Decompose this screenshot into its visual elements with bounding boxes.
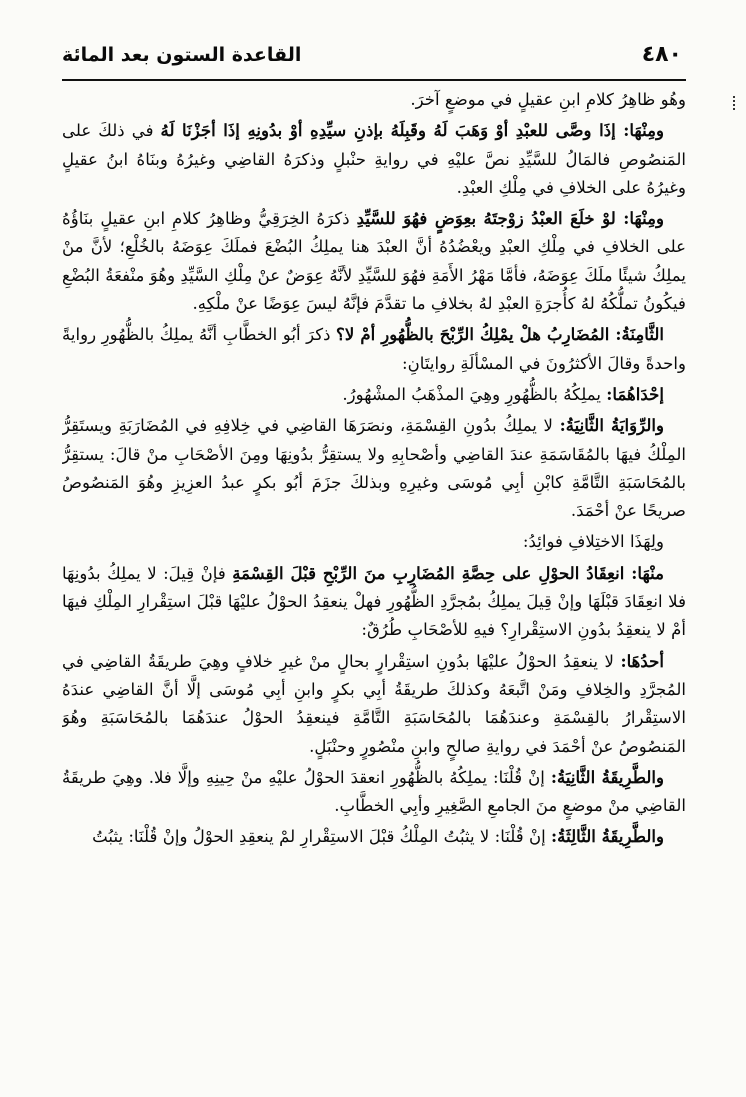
paragraph-lead: ومِنْهَا: لوْ خلَعَ العبْدُ زوْجتَهُ بعِوَضٍ فهُوَ للسَّيِّدِ <box>356 208 664 229</box>
running-title: القاعدة الستون بعد المائة <box>62 44 302 66</box>
paragraph: والطَّرِيقَةُ الثَّالِثَةُ: إنْ قُلْنَا: لا يثبُتُ المِلْكُ قبْلَ الاستِقْرارِ لمْ ينعقِدِ الحوْلُ وإنْ قُلْنَا: يثبُتُ <box>92 826 664 847</box>
paragraph: والرِّوَايَةُ الثَّانِيَةُ: لا يملِكُ بدُونِ القِسْمَةِ، ونصَرَهَا القاضِي في خِلافِهِ في المُضَارَبَةِ ويستَقِرُّ المِلْكُ فيهَا بالمُقَاسَمَةِ عندَ القاضِي وأصْحابِهِ ولا يستقِرُّ بدُونِهَا ومِنَ الأصْحَابِ منْ قالَ: يستقِرُّ بالمُحَاسَبَةِ التَّامَّةِ كابْنِ أبِي مُوسَى وغيرِهِ وبذلكَ جزَمَ أبُو بكرٍ عبدُ العزِيزِ وهُوَ المَنصُوصُ صريحًا عنْ أحْمَدَ. <box>62 415 686 521</box>
page-header <box>62 38 686 78</box>
paragraph-lead: أحدُهَا: <box>620 650 664 671</box>
paragraph-lead: إحْدَاهُمَا: <box>606 383 664 404</box>
page-number: ٤٨٠ <box>641 42 682 67</box>
paragraph-lead: والطَّرِيقَةُ الثَّالِثَةُ: <box>551 826 664 847</box>
paragraph: ومِنْهَا: لوْ خلَعَ العبْدُ زوْجتَهُ بعِوَضٍ فهُوَ للسَّيِّدِ ذكرَهُ الخِرَقِيُّ وظاهِرُ كلامِ ابنِ عقيلٍ بنَاؤُهُ على الخلافِ في مِلْكِ العبْدِ ويعْضُدُهُ أنَّ العبْدَ هنا يملِكُ البُضْعَ فملَكَ عِوَضَهُ بالخُلْعِ؛ لأنَّ منْ يملِكُ شيئًا ملَكَ عِوَضَهُ، فأمَّا مَهْرُ الأَمَةِ فهُوَ للسَّيِّدِ لأنَّهُ عِوَضٌ عنْ مِلْكِ السَّيِّدِ وهُوَ منْفعَةُ البُضْعِ فيكُونُ تملُّكُهُ لهُ كأُجرَةِ العبْدِ لهُ بخلافِ ما تقدَّمَ فإنَّهُ ليسَ عِوَضًا عنْ ملْكِهِ. <box>62 208 686 314</box>
paragraph: ولِهَذَا الاختِلافِ فوائِدُ: <box>522 532 664 552</box>
margin-mark <box>733 96 738 110</box>
paragraph: والطَّرِيقَةُ الثَّانِيَةُ: إنْ قُلْنَا: يملِكُهُ بالظُّهُورِ انعقدَ الحوْلُ عليْهِ منْ حِينِهِ وإلَّا فلا. وهِيَ طريقَةُ القاضِي منْ موضعٍ منَ الجامعِ الصَّغِيرِ وأبِي الخطَّابِ. <box>62 766 686 816</box>
paragraph: وهُو ظاهِرُ كلامِ ابنِ عقيلٍ في موضعٍ آخرَ. <box>410 90 686 109</box>
paragraph-lead: ومِنْهَا: إذَا وصَّى للعبْدِ أوْ وَهَبَ لَهُ وقَبِلَهُ بإذنِ سيِّدِهِ أوْ بدُونِهِ إذَا أجَزْنَا لَهُ <box>160 120 664 141</box>
paragraph: ومِنْهَا: إذَا وصَّى للعبْدِ أوْ وَهَبَ لَهُ وقَبِلَهُ بإذنِ سيِّدِهِ أوْ بدُونِهِ إذَا أجَزْنَا لَهُ في ذلكَ على المَنصُوصِ فالمَالُ للسَّيِّدِ نصَّ عليْهِ في روايةِ حنْبلٍ وذكرَهُ القاضِي وغيرُهُ وبنَاهُ ابنُ عقيلٍ وغيرُهُ على الخلافِ في مِلْكِ العبْدِ. <box>62 120 686 197</box>
header-divider <box>62 79 686 81</box>
paragraph-lead: والرِّوَايَةُ الثَّانِيَةُ: <box>559 415 664 436</box>
body-text <box>62 86 686 1076</box>
paragraph: أحدُهَا: لا ينعقِدُ الحوْلُ عليْهَا بدُونِ استِقْرارٍ بحالٍ منْ غيرِ خلافٍ وهِيَ طريقَةُ القاضِي في المُجرَّدِ والخِلافِ ومَنْ اتَّبعَهُ وكذلكَ طريقَةُ أبِي بكرٍ وابنِ أبِي مُوسَى إلَّا أنَّ القاضِي عندَهُ الاستِقْرارُ بالقِسْمَةِ وعندَهُمَا بالمُحَاسَبَةِ التَّامَّةِ فينعقِدُ الحوْلُ عندَهُمَا بالمُحَاسَبَةِ وهُوَ المَنصُوصُ عنْ أحْمَدَ في روايةِ صالحٍ وابنِ منْصُورٍ وحنْبَلٍ. <box>62 650 686 756</box>
paragraph-lead: الثَّامِنَةُ: المُضَارِبُ هلْ يمْلِكُ الرِّبْحَ بالظُّهُورِ أمْ لا؟ <box>336 324 664 345</box>
paragraph-lead: منْهَا: انعِقَادُ الحوْلِ على حِصَّةِ المُضَارِبِ منَ الرِّبْحِ قبْلَ القِسْمَةِ <box>232 562 664 583</box>
paragraph: الثَّامِنَةُ: المُضَارِبُ هلْ يمْلِكُ الرِّبْحَ بالظُّهُورِ أمْ لا؟ ذكرَ أبُو الخطَّابِ أنَّهُ يملِكُ بالظُّهُورِ روايةً واحدةً وقالَ الأكثرُونَ في المسْألَةِ روايتَانِ: <box>62 324 686 373</box>
paragraph: إحْدَاهُمَا: يملِكُهُ بالظُّهُورِ وهِيَ المذْهَبُ المشْهُورُ. <box>342 383 664 404</box>
paragraph-lead: والطَّرِيقَةُ الثَّانِيَةُ: <box>550 766 665 787</box>
paragraph: منْهَا: انعِقَادُ الحوْلِ على حِصَّةِ المُضَارِبِ منَ الرِّبْحِ قبْلَ القِسْمَةِ فإنْ قِيلَ: لا يملِكُ بدُونِهَا فلا انعِقَادَ قبْلَهَا وإنْ قِيلَ يملِكُ بمُجرَّدِ الظُّهُورِ فهلْ ينعقِدُ الحوْلُ عليْهَا قبْلَ استِقْرارِ المِلْكِ فيهَا أمْ لا ينعقِدُ بدُونِ الاستِقْرارِ؟ فيهِ للأصْحَابِ طُرُقٌ: <box>62 562 686 640</box>
